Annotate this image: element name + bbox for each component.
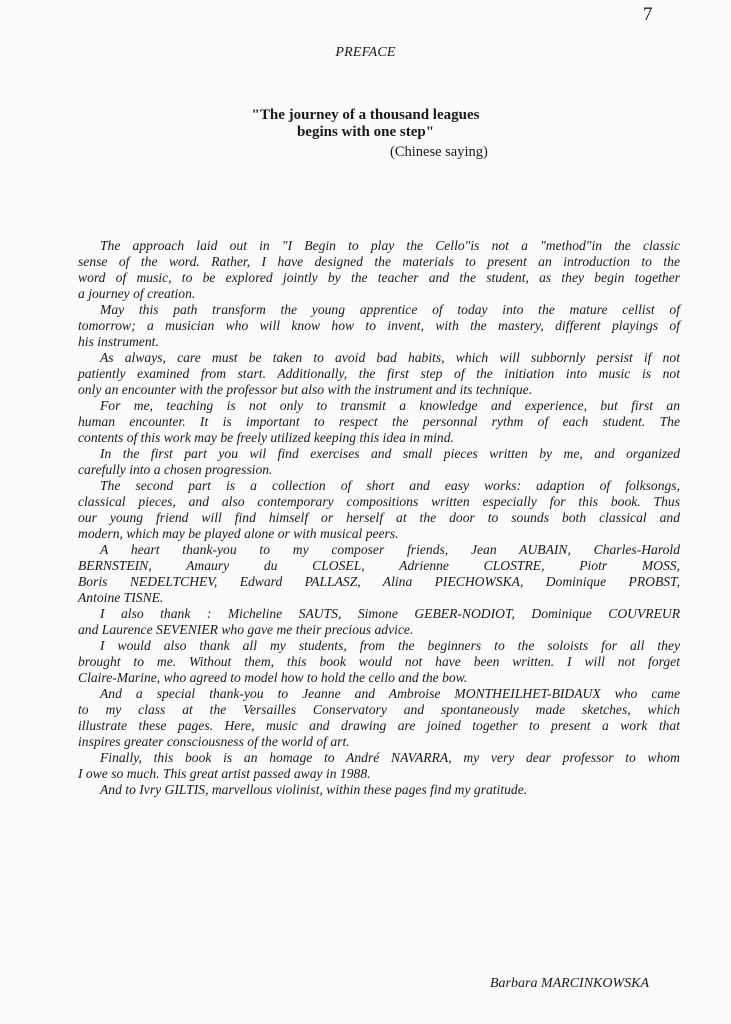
body-line: his instrument. — [78, 334, 159, 349]
author-signature: Barbara MARCINKOWSKA — [490, 976, 650, 991]
body-line: tomorrow; a musician who will know how to invent, with the mastery, different playings of — [78, 318, 680, 333]
page-number: 7 — [643, 4, 653, 25]
body-line: sense of the word. Rather, I have designed the materials to present an introduction to the — [78, 254, 680, 269]
body-line: only an encounter with the professor but also with the instrument and its technique. — [78, 382, 533, 397]
body-line: human encounter. It is important to respect the personnal rythm of each student. The — [78, 414, 680, 429]
body-line: carefully into a chosen progression. — [78, 462, 273, 477]
body-line: contents of this work may be freely utilized keeping this idea in mind. — [78, 430, 454, 445]
body-line: Claire-Marine, who agreed to model how to hold the cello and the bow. — [78, 670, 468, 685]
body-line: our young friend will find himself or herself at the door to sounds both classical and — [78, 510, 680, 525]
preface-body — [78, 238, 680, 798]
body-line: illustrate these pages. Here, music and drawing are joined together to present a work that — [78, 718, 680, 733]
epigraph-attribution: (Chinese saying) — [390, 144, 488, 160]
page-title: PREFACE — [335, 45, 396, 60]
body-line: For me, teaching is not only to transmit a knowledge and experience, but first an — [100, 398, 680, 413]
body-line: A heart thank-you to my composer friends, Jean AUBAIN, Charles-Harold — [100, 542, 680, 557]
body-line: and Laurence SEVENIER who gave me their precious advice. — [78, 622, 414, 637]
body-line: The second part is a collection of short and easy works: adaption of folksongs, — [100, 478, 680, 493]
body-line: to my class at the Versailles Conservatory and spontaneously made sketches, which — [78, 702, 680, 717]
body-line: classical pieces, and also contemporary compositions written especially for this book. Thus — [78, 494, 680, 509]
body-line: Antoine TISNE. — [78, 590, 164, 605]
body-line: In the first part you wil find exercises and small pieces written by me, and organized — [100, 446, 680, 461]
body-line: a journey of creation. — [78, 286, 196, 301]
body-line: I would also thank all my students, from the beginners to the soloists for all they — [100, 638, 680, 653]
body-line: modern, which may be played alone or with musical peers. — [78, 526, 399, 541]
body-line: inspires greater consciousness of the world of art. — [78, 734, 350, 749]
body-line: As always, care must be taken to avoid bad habits, which will subbornly persist if not — [100, 350, 680, 365]
body-line: The approach laid out in "I Begin to play the Cello"is not a "method"in the classic — [100, 238, 680, 253]
body-line: brought to me. Without them, this book would not have been written. I will not forget — [78, 654, 680, 669]
body-line: patiently examined from start. Additionally, the first step of the initiation into music is not — [78, 366, 680, 381]
body-line: I owe so much. This great artist passed away in 1988. — [78, 766, 371, 781]
body-line: And a special thank-you to Jeanne and Ambroise MONTHEILHET-BIDAUX who came — [100, 686, 680, 701]
body-line: Boris NEDELTCHEV, Edward PALLASZ, Alina PIECHOWSKA, Dominique PROBST, — [78, 574, 680, 589]
body-line: And to Ivry GILTIS, marvellous violinist, within these pages find my gratitude. — [100, 782, 528, 797]
epigraph-quote — [0, 107, 731, 141]
body-line: I also thank : Micheline SAUTS, Simone GEBER-NODIOT, Dominique COUVREUR — [100, 606, 680, 621]
body-line: Finally, this book is an homage to André NAVARRA, my very dear professor to whom — [100, 750, 680, 765]
body-line: May this path transform the young apprentice of today into the mature cellist of — [100, 302, 680, 317]
body-line: word of music, to be explored jointly by the teacher and the student, as they begin together — [78, 270, 680, 285]
epigraph-line: "The journey of a thousand leagues — [251, 107, 480, 123]
epigraph-line: begins with one step" — [296, 124, 435, 140]
body-line: BERNSTEIN, Amaury du CLOSEL, Adrienne CLOSTRE, Piotr MOSS, — [78, 558, 680, 573]
